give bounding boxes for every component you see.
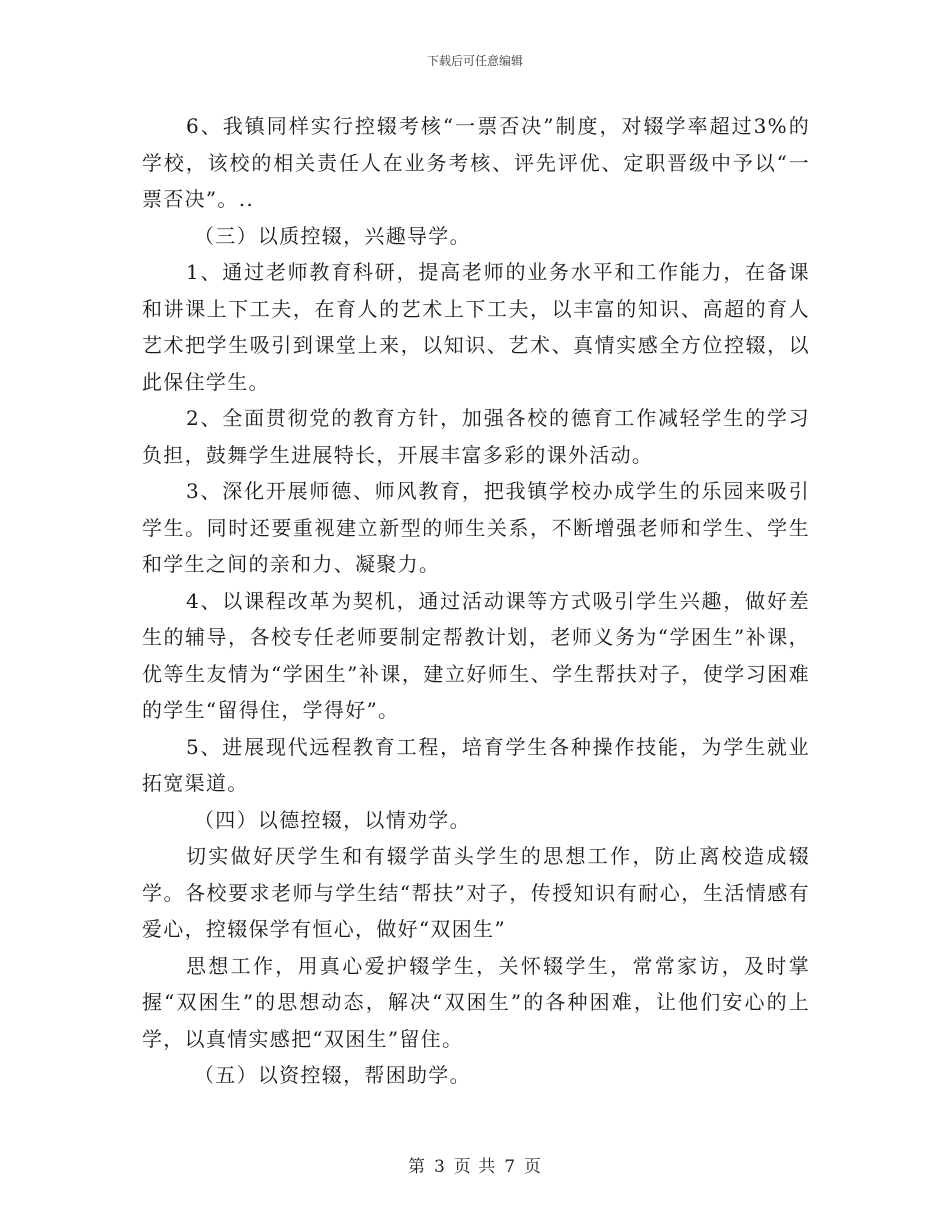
paragraph-text: 切实做好厌学生和有辍学苗头学生的思想工作，防止离校造成辍学。各校要求老师与学生结“帮扶”对子，传授知识有耐心，生活情感有爱心，控辍保学有恒心，做好“双困生” xyxy=(142,844,810,941)
section-heading-4: （四）以德控辍，以情劝学。 xyxy=(194,807,471,832)
page-footer xyxy=(0,1152,950,1177)
paragraph-item-2: 2、全面贯彻党的教育方针，加强各校的德育工作减轻学生的学习负担，鼓舞学生进展特长，开展丰富多彩的课外活动。 xyxy=(142,406,810,467)
current-page-number: 3 xyxy=(433,1157,446,1177)
footer-prefix: 第 xyxy=(407,1157,426,1177)
footer-middle: 页 共 xyxy=(453,1157,497,1177)
document-body xyxy=(142,108,810,1094)
paragraph-item-4: 4、以课程改革为契机，通过活动课等方式吸引学生兴趣，做好差生的辅导，各校专任老师要制定帮教计划，老师义务为“学困生”补课，优等生友情为“学困生”补课，建立好师生、学生帮扶对子，使学习困难的学生“留得住，学得好”。 xyxy=(142,588,810,722)
page-header: 下载后可任意编辑 xyxy=(426,54,523,68)
paragraph-item-1: 1、通过老师教育科研，提高老师的业务水平和工作能力，在备课和讲课上下工夫，在育人的艺术上下工夫，以丰富的知识、高超的育人艺术把学生吸引到课堂上来，以知识、艺术、真情实感全方位控辍，以此保住学生。 xyxy=(142,260,810,394)
paragraph-text: 思想工作，用真心爱护辍学生，关怀辍学生，常常家访，及时掌握“双困生”的思想动态，解决“双困生”的各种困难，让他们安心的上学，以真情实感把“双困生”留住。 xyxy=(142,953,810,1051)
paragraph-item-3: 3、深化开展师德、师风教育，把我镇学校办成学生的乐园来吸引学生。同时还要重视建立新型的师生关系，不断增强老师和学生、学生和学生之间的亲和力、凝聚力。 xyxy=(142,479,810,576)
footer-suffix: 页 xyxy=(524,1157,543,1177)
section-heading-5: （五）以资控辍，帮困助学。 xyxy=(194,1063,471,1087)
paragraph-item-5: 5、进展现代远程教育工程，培育学生各种操作技能，为学生就业拓宽渠道。 xyxy=(142,734,810,795)
total-pages-number: 7 xyxy=(504,1157,517,1177)
paragraph-item-6: 6、我镇同样实行控辍考核“一票否决”制度，对辍学率超过3%的学校，该校的相关责任人在业务考核、评先评优、定职晋级中予以“一票否决”。.. xyxy=(142,114,810,211)
section-heading-3: （三）以质控辍，兴趣导学。 xyxy=(194,223,471,248)
